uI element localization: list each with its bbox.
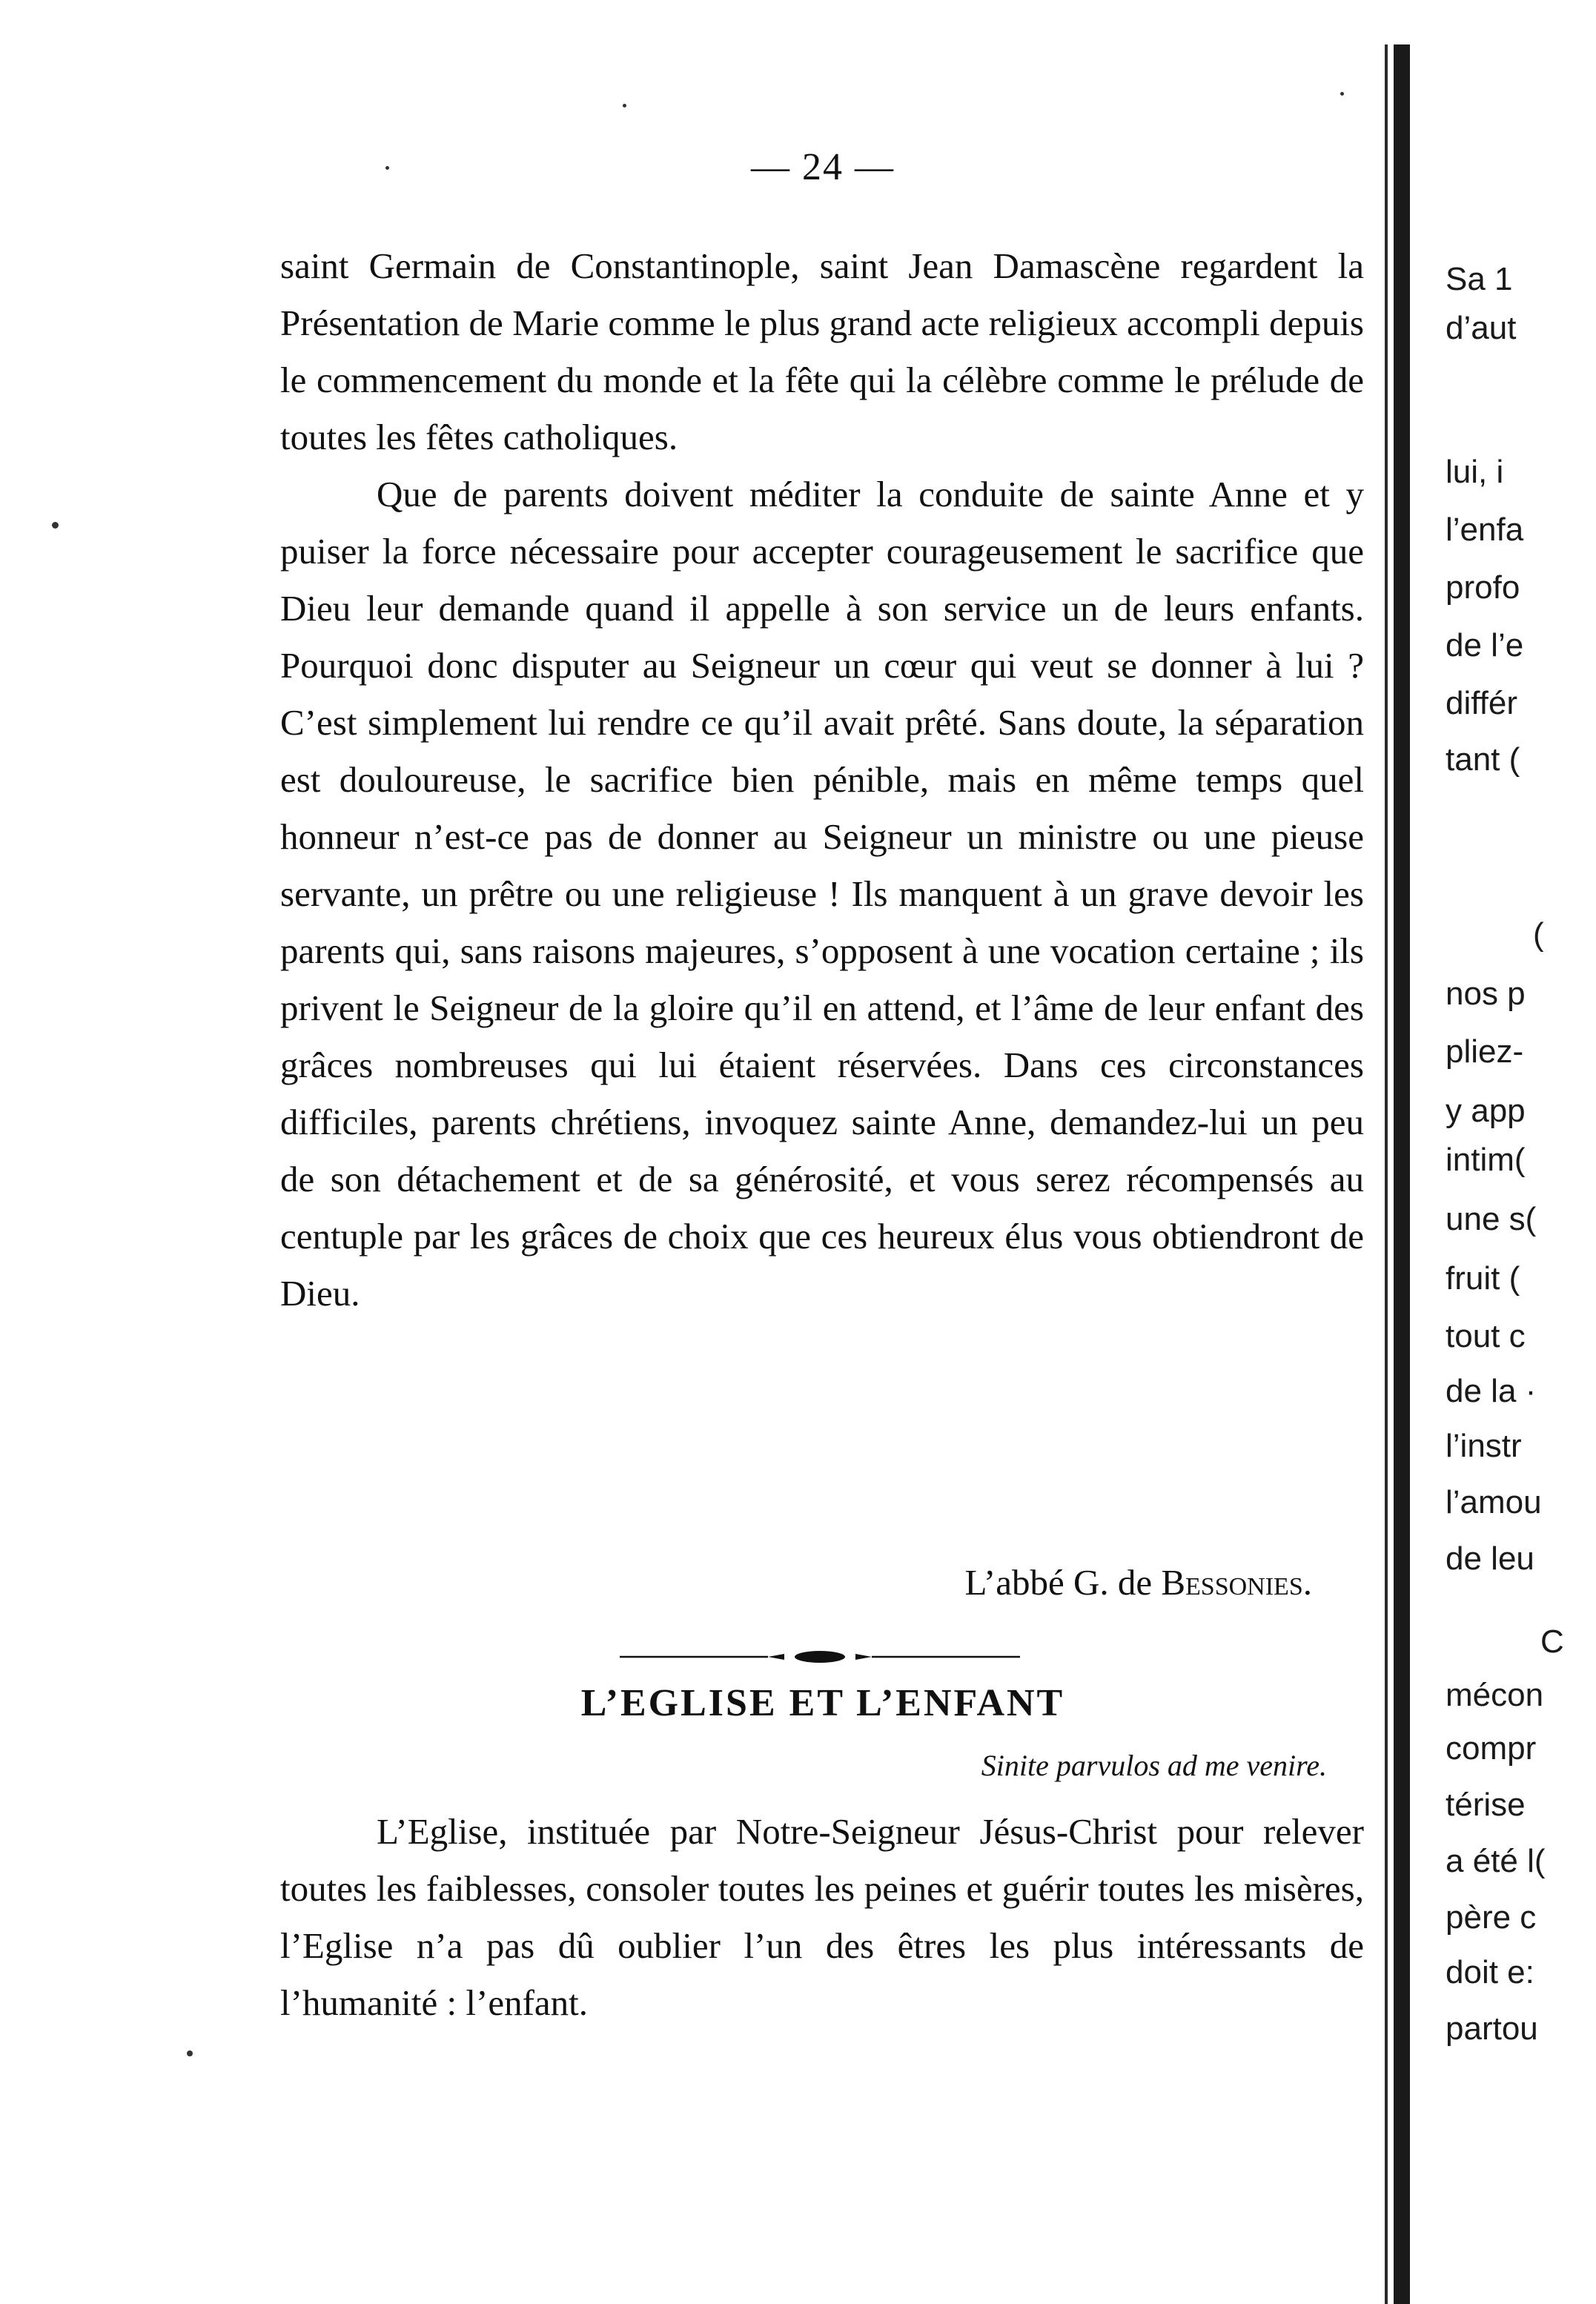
adjacent-fragment: tant (	[1446, 741, 1520, 778]
section-body	[280, 1803, 1364, 2031]
signature-prefix: L’abbé G. de	[964, 1562, 1162, 1603]
adjacent-fragment: une s(	[1446, 1201, 1537, 1237]
section-epigraph: Sinite parvulos ad me venire.	[981, 1749, 1327, 1782]
adjacent-fragment: pliez-	[1446, 1033, 1524, 1070]
paragraph-eglise: L’Eglise, instituée par Notre-Seigneur Jésus-Christ pour relever toutes les faiblesses, consoler toutes les peines et guérir toutes les misères, l’Eglise n’a pas dû oublier l’un des êtres les plus intéressants de l’humanité : l’enfant.	[280, 1811, 1364, 2023]
adjacent-fragment: partou	[1446, 2010, 1538, 2047]
adjacent-fragment: fruit (	[1446, 1260, 1520, 1297]
print-speck	[623, 104, 626, 107]
ornament-right-arrow	[855, 1654, 872, 1660]
adjacent-fragment: compr	[1446, 1730, 1537, 1767]
ornament-center-lozenge	[795, 1651, 845, 1663]
binding-edge	[1394, 44, 1410, 2304]
adjacent-fragment: mécon	[1446, 1677, 1544, 1713]
adjacent-fragment: C	[1540, 1623, 1564, 1660]
adjacent-fragment: l’amou	[1446, 1484, 1542, 1520]
adjacent-fragment: nos p	[1446, 976, 1526, 1012]
adjacent-fragment: (	[1533, 916, 1544, 953]
adjacent-fragment: de l’e	[1446, 627, 1524, 663]
adjacent-fragment: de leu	[1446, 1540, 1534, 1577]
paragraph-continuation: saint Germain de Constantinople, saint Jean Damascène regardent la Présentation de Marie comme le plus grand acte religieux accompli depuis le commencement du monde et la fête qui la célèbre comme le prélude de toutes les fêtes catholiques.	[280, 245, 1364, 457]
author-signature	[793, 1561, 1312, 1603]
ornament-left-arrow	[768, 1654, 784, 1660]
adjacent-page-strip	[1446, 0, 1596, 2304]
print-speck	[187, 2050, 193, 2056]
adjacent-fragment: Sa 1	[1446, 261, 1513, 297]
section-title: L’EGLISE ET L’ENFANT	[580, 1682, 1065, 1724]
print-speck	[1340, 92, 1344, 96]
adjacent-fragment: l’enfa	[1446, 512, 1524, 548]
adjacent-fragment: d’aut	[1446, 310, 1517, 346]
adjacent-fragment: de la ·	[1446, 1373, 1537, 1409]
print-speck	[52, 522, 59, 529]
adjacent-fragment: profo	[1446, 569, 1520, 606]
adjacent-fragment: lui, i	[1446, 454, 1504, 490]
adjacent-fragment: l’instr	[1446, 1428, 1522, 1464]
paragraph-sainte-anne: Que de parents doivent méditer la conduite de sainte Anne et y puiser la force nécessaire pour accepter courageusement le sacrifice que Dieu leur demande quand il appelle à son service un de leurs enfants. Pourquoi donc disputer au Seigneur un cœur qui veut se donner à lui ? C’est simplement lui rendre ce qu’il avait prêté. Sans doute, la séparation est douloureuse, le sacrifice bien pénible, mais en même temps quel honneur n’est-ce pas de donner au Seigneur un ministre ou une pieuse servante, un prêtre ou une religieuse ! Ils manquent à un grave devoir les parents qui, sans raisons majeures, s’opposent à une vocation certaine ; ils privent le Seigneur de la gloire qu’il en attend, et l’âme de leur enfant des grâces nombreuses qui lui étaient réservées. Dans ces circonstances difficiles, parents chrétiens, invoquez sainte Anne, demandez-lui un peu de son détachement et de sa générosité, et vous serez récompensés au centuple par les grâces de choix que ces heureux élus vous obtiendront de Dieu.	[280, 474, 1364, 1314]
adjacent-fragment: y app	[1446, 1093, 1526, 1129]
main-text-column	[280, 237, 1364, 1322]
binding-edge-thin	[1385, 44, 1388, 2304]
adjacent-fragment: térise	[1446, 1787, 1526, 1823]
section-divider-ornament	[620, 1649, 1020, 1664]
adjacent-fragment: doit e:	[1446, 1954, 1534, 1990]
adjacent-fragment: différ	[1446, 685, 1518, 721]
page-number: — 24 —	[751, 146, 895, 188]
print-speck	[385, 166, 389, 170]
adjacent-fragment: père c	[1446, 1899, 1537, 1936]
signature-name: Bessonies.	[1161, 1562, 1312, 1603]
adjacent-fragment: intim(	[1446, 1142, 1526, 1178]
adjacent-fragment: tout c	[1446, 1318, 1526, 1354]
adjacent-fragment: a été l(	[1446, 1843, 1546, 1879]
